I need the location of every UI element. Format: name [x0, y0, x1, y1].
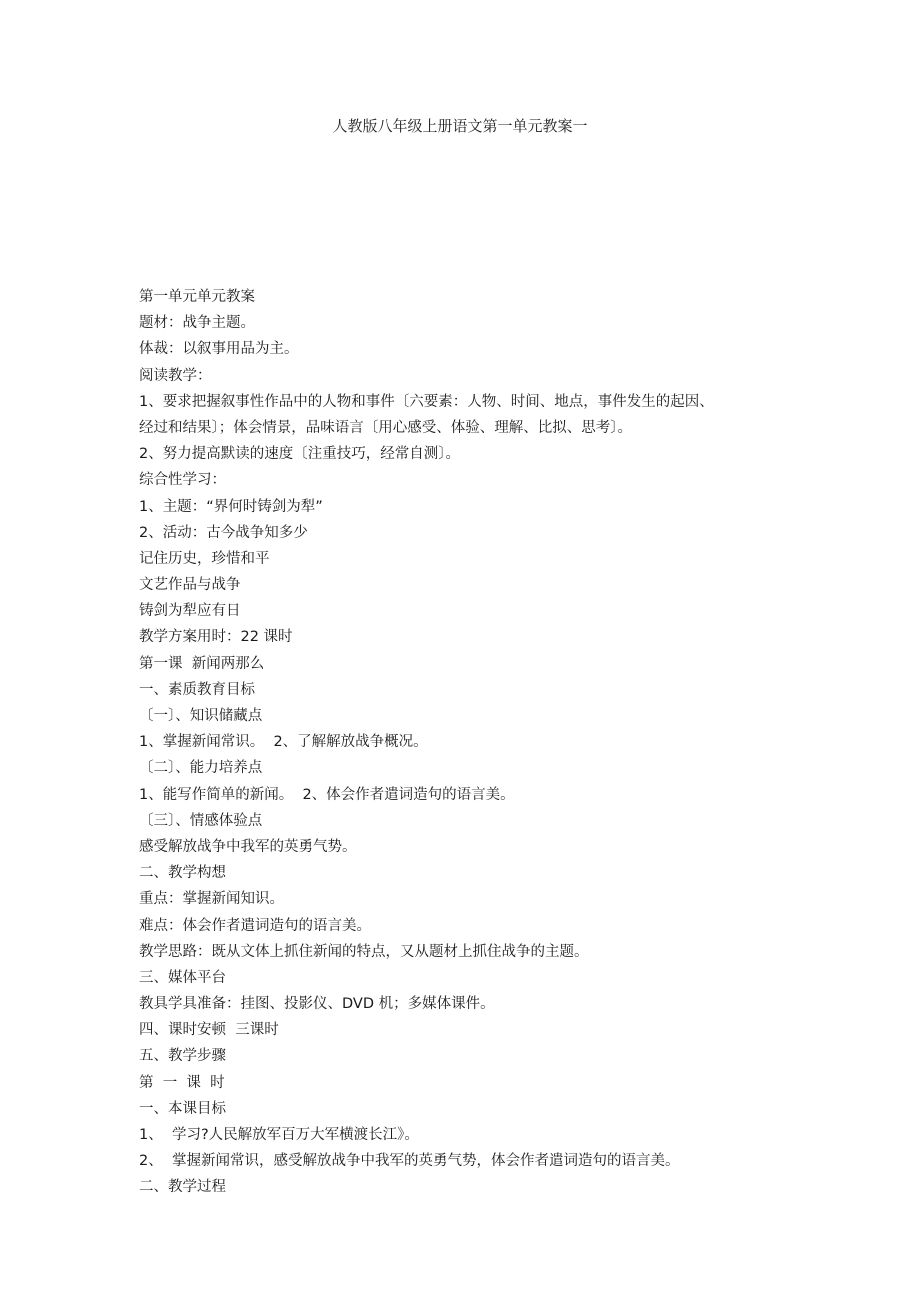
body-line: 一、本课目标	[139, 1100, 226, 1117]
body-line: 一、素质教育目标	[139, 681, 255, 698]
body-line: 2、活动：古今战争知多少	[139, 524, 308, 541]
body-line: 1、掌握新闻常识。 2、了解解放战争概况。	[139, 734, 428, 751]
body-line: 第一课 新闻两那么	[139, 655, 265, 672]
body-line: 1、主题：“界何时铸剑为犁”	[139, 498, 323, 515]
body-line: 感受解放战争中我军的英勇气势。	[139, 838, 357, 855]
body-line: 记住历史，珍惜和平	[139, 550, 270, 567]
body-line: 第一单元单元教案	[139, 289, 255, 305]
body-line: 2、努力提高默读的速度〔注重技巧，经常自测〕。	[139, 446, 460, 463]
body-line: 2、 掌握新闻常识，感受解放战争中我军的英勇气势，体会作者遣词造句的语言美。	[139, 1153, 680, 1170]
body-line: 体裁：以叙事用品为主。	[139, 341, 299, 358]
body-line: 1、 学习?人民解放军百万大军横渡长江》。	[139, 1127, 419, 1143]
body-line: 〔三〕、情感体验点	[139, 812, 263, 829]
body-line: 五、教学步骤	[139, 1048, 226, 1065]
document-title: 人教版八年级上册语文第一单元教案一	[332, 117, 588, 135]
body-line: 1、要求把握叙事性作品中的人物和事件〔六要素：人物、时间、地点，事件发生的起因、	[139, 393, 714, 410]
body-line: 难点：体会作者遣词造句的语言美。	[139, 917, 371, 934]
body-line: 三、媒体平台	[139, 969, 226, 986]
body-line: 四、课时安顿 三课时	[139, 1022, 279, 1039]
body-line: 二、教学构想	[139, 865, 226, 882]
body-line: 教具学具准备：挂图、投影仪、DVD 机；多媒体课件。	[139, 996, 495, 1013]
body-line: 铸剑为犁应有日	[139, 603, 241, 620]
document-body	[139, 284, 799, 1201]
body-line: 第 一 课 时	[139, 1074, 225, 1091]
body-line: 经过和结果〕；体会情景，品味语言〔用心感受、体验、理解、比拟、思考〕。	[139, 419, 632, 436]
body-line: 〔二〕、能力培养点	[139, 760, 263, 777]
body-line: 重点：掌握新闻知识。	[139, 891, 284, 908]
body-line: 二、教学过程	[139, 1179, 226, 1196]
body-line: 文艺作品与战争	[139, 577, 241, 594]
body-line: 教学思路：既从文体上抓住新闻的特点，又从题材上抓住战争的主题。	[139, 943, 589, 960]
body-line: 题材：战争主题。	[139, 315, 255, 332]
body-line: 1、能写作简单的新闻。 2、体会作者遣词造句的语言美。	[139, 786, 515, 803]
body-line: 综合性学习：	[139, 472, 226, 489]
body-line: 阅读教学：	[139, 367, 212, 384]
body-line: 〔一〕、知识储藏点	[139, 708, 263, 724]
body-line: 教学方案用时：22 课时	[139, 629, 293, 646]
